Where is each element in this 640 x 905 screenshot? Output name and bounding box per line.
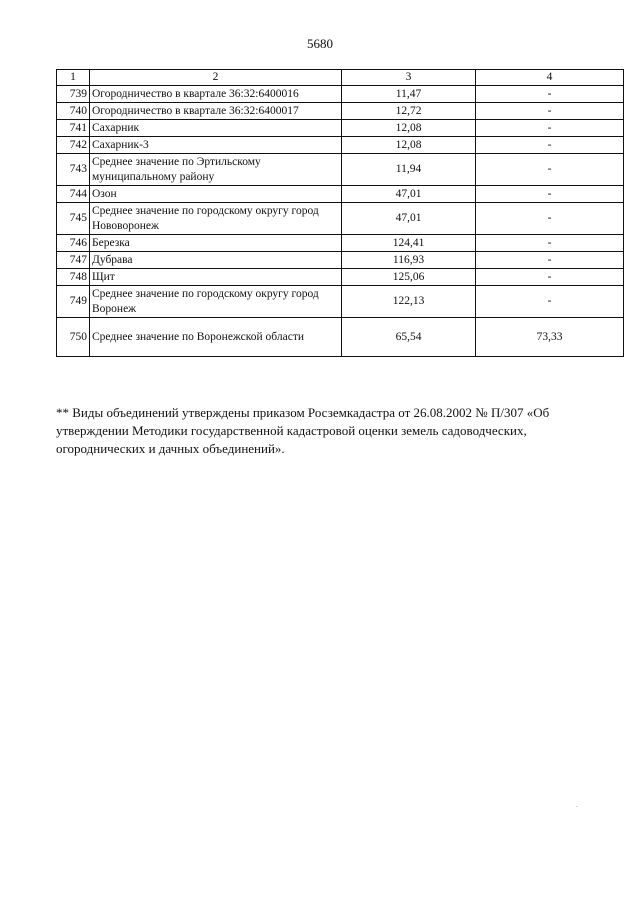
table-row xyxy=(57,269,624,286)
row-id: 741 xyxy=(57,120,90,137)
row-id: 748 xyxy=(57,269,90,286)
data-table xyxy=(56,69,624,357)
row-id: 746 xyxy=(57,235,90,252)
row-extra: - xyxy=(476,86,624,103)
header-cell: 3 xyxy=(342,70,476,86)
row-name: Среднее значение по городскому округу город Нововоронеж xyxy=(90,203,342,235)
corner-mark: . xyxy=(576,800,578,809)
table-row xyxy=(57,137,624,154)
row-value: 125,06 xyxy=(342,269,476,286)
row-id: 745 xyxy=(57,203,90,235)
row-extra: - xyxy=(476,252,624,269)
row-value: 116,93 xyxy=(342,252,476,269)
row-extra: - xyxy=(476,103,624,120)
row-extra: - xyxy=(476,269,624,286)
row-name: Щит xyxy=(90,269,342,286)
page-number: 5680 xyxy=(307,36,333,51)
row-id: 747 xyxy=(57,252,90,269)
row-id: 739 xyxy=(57,86,90,103)
row-name: Озон xyxy=(90,186,342,203)
row-extra: - xyxy=(476,154,624,186)
table-row xyxy=(57,235,624,252)
header-cell: 2 xyxy=(90,70,342,86)
row-value: 122,13 xyxy=(342,286,476,318)
row-value: 124,41 xyxy=(342,235,476,252)
row-name: Дубрава xyxy=(90,252,342,269)
row-extra: - xyxy=(476,203,624,235)
row-value: 12,72 xyxy=(342,103,476,120)
table-row xyxy=(57,154,624,186)
row-id: 743 xyxy=(57,154,90,186)
row-id: 740 xyxy=(57,103,90,120)
row-name: Среднее значение по Эртильскому муниципальному району xyxy=(90,154,342,186)
table-row xyxy=(57,252,624,269)
row-value: 12,08 xyxy=(342,137,476,154)
row-extra: 73,33 xyxy=(476,318,624,357)
table-row xyxy=(57,120,624,137)
row-extra: - xyxy=(476,186,624,203)
row-id: 749 xyxy=(57,286,90,318)
row-value: 47,01 xyxy=(342,186,476,203)
row-name: Огородничество в квартале 36:32:6400017 xyxy=(90,103,342,120)
row-value: 47,01 xyxy=(342,203,476,235)
row-name: Среднее значение по городскому округу город Воронеж xyxy=(90,286,342,318)
row-extra: - xyxy=(476,235,624,252)
header-cell: 1 xyxy=(57,70,90,86)
row-name: Огородничество в квартале 36:32:6400016 xyxy=(90,86,342,103)
table-row xyxy=(57,203,624,235)
table-row xyxy=(57,286,624,318)
row-name: Сахарник-3 xyxy=(90,137,342,154)
row-id: 742 xyxy=(57,137,90,154)
row-id: 750 xyxy=(57,318,90,357)
row-name: Березка xyxy=(90,235,342,252)
table-row xyxy=(57,103,624,120)
row-extra: - xyxy=(476,120,624,137)
table-row xyxy=(57,86,624,103)
row-extra: - xyxy=(476,286,624,318)
row-value: 12,08 xyxy=(342,120,476,137)
footnote: ** Виды объединений утверждены приказом Росземкадастра от 26.08.2002 № П/307 «Об утверждении Методики государственной кадастровой оценки земель садоводческих, огороднических и дачных объединений». xyxy=(56,405,550,456)
table-row xyxy=(57,318,624,357)
row-name: Среднее значение по Воронежской области xyxy=(90,318,342,357)
table-row xyxy=(57,186,624,203)
row-value: 65,54 xyxy=(342,318,476,357)
row-value: 11,47 xyxy=(342,86,476,103)
row-extra: - xyxy=(476,137,624,154)
row-value: 11,94 xyxy=(342,154,476,186)
row-name: Сахарник xyxy=(90,120,342,137)
header-cell: 4 xyxy=(476,70,624,86)
row-id: 744 xyxy=(57,186,90,203)
table-header-row xyxy=(57,70,624,86)
